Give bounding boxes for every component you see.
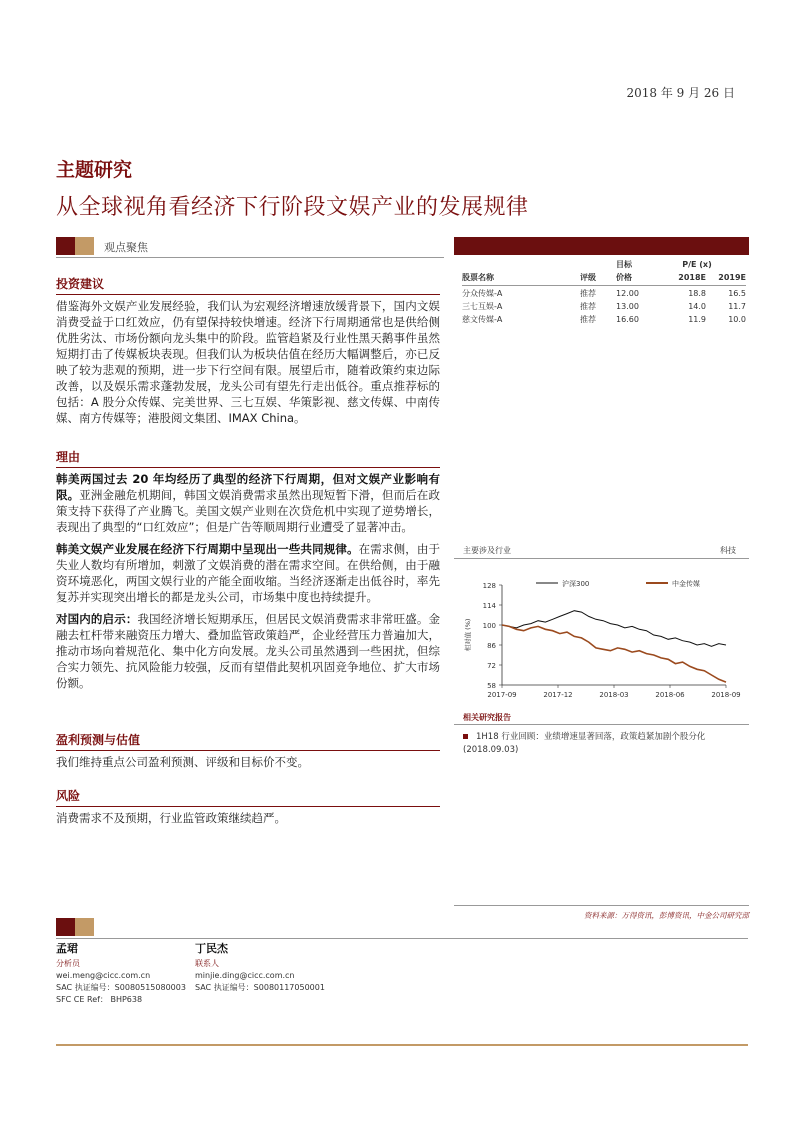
table-row: 三七互娱-A 推荐 13.00 14.0 11.7 bbox=[462, 302, 746, 311]
x-tick-label: 2017-09 bbox=[487, 691, 517, 699]
author-role: 联系人 bbox=[195, 959, 219, 968]
author-card bbox=[56, 943, 186, 1006]
reason-paragraph-2 bbox=[56, 541, 440, 605]
y-tick-label: 100 bbox=[482, 622, 496, 630]
section-marker bbox=[56, 237, 94, 255]
report-date: 2018 年 9 月 26 日 bbox=[626, 86, 735, 100]
x-tick-label: 2018-03 bbox=[599, 691, 629, 699]
author-name: 丁民杰 bbox=[195, 942, 228, 955]
stock-table bbox=[462, 258, 746, 326]
related-title: 相关研究报告 bbox=[463, 713, 511, 722]
reason-paragraph-3 bbox=[56, 611, 440, 691]
investment-text: 借鉴海外文娱产业发展经验，我们认为宏观经济增速放缓背景下，国内文娱消费受益于口红效应，仍有望保持较快增速。经济下行周期通常也是供给侧优胜劣汰、市场份额向龙头集中的阶段。监管趋紧及行业性黑天鹅事件虽然短期打击了传媒板块表现。但我们认为板块估值在经历大幅调整后，亦已反映了较为悲观的预期，进一步下行空间有限。展望后市，随着政策约束边际改善，以及娱乐需求蓬勃发展，龙头公司有望先行走出低谷。重点推荐标的包括：A 股分众传媒、完美世界、三七互娱、华策影视、慈文传媒、中南传媒、南方传媒等；港股阅文集团、IMAX China。 bbox=[56, 299, 440, 425]
divider bbox=[56, 938, 748, 939]
table-header-top bbox=[462, 258, 746, 271]
table-header bbox=[462, 271, 746, 284]
y-tick-label: 128 bbox=[482, 582, 496, 590]
reason-p2-lead: 韩美文娱产业发展在经济下行周期中呈现出一些共同规律。 bbox=[56, 542, 359, 556]
divider bbox=[454, 905, 749, 906]
y-axis-label: 相对值 (%) bbox=[464, 618, 472, 652]
x-tick-label: 2018-06 bbox=[655, 691, 685, 699]
author-sac: SAC 执证编号：S0080117050001 bbox=[195, 983, 325, 992]
chart-title: 主要涉及行业 bbox=[463, 546, 511, 555]
divider bbox=[56, 750, 440, 751]
series-line-0 bbox=[502, 611, 726, 647]
related-report-text: 1H18 行业回顾：业绩增速显著回落，政策趋紧加剧个股分化 (2018.09.03) bbox=[463, 732, 706, 755]
y-tick-label: 114 bbox=[482, 602, 496, 610]
y-tick-label: 58 bbox=[487, 682, 496, 690]
source-note: 资料来源：万得资讯，彭博资讯，中金公司研究部 bbox=[584, 911, 749, 920]
legend-label: 中金传媒 bbox=[672, 580, 700, 588]
header-target: 目标 bbox=[616, 260, 632, 269]
related-report-item[interactable] bbox=[463, 731, 747, 757]
reason-p3-body: 我国经济增长短期承压，但居民文娱消费需求非常旺盛。金融去杠杆带来融资压力增大、叠加监管政策趋严，企业经营压力普遍加大，推动市场向着规范化、集中化方向发展。龙头公司虽然遇到一些困扰，但综合实力领先、抗风险能力较强，反而有望借此契机巩固竞争地位、扩大市场份额。 bbox=[56, 612, 440, 690]
report-type: 主题研究 bbox=[56, 159, 133, 181]
x-tick-label: 2018-09 bbox=[711, 691, 741, 699]
section-investment bbox=[56, 276, 440, 426]
author-email[interactable]: minjie.ding@cicc.com.cn bbox=[195, 971, 295, 980]
reason-p1-lead: 韩美两国过去 20 年均经历了典型的经济下行周期，但对文娱产业影响有限。 bbox=[56, 472, 440, 502]
y-tick-label: 86 bbox=[487, 642, 496, 650]
divider bbox=[462, 285, 746, 286]
section-title-risk: 风险 bbox=[56, 789, 81, 803]
divider bbox=[56, 294, 440, 295]
line-chart bbox=[456, 565, 746, 705]
section-title-reason: 理由 bbox=[56, 450, 81, 464]
bullet-icon bbox=[463, 734, 468, 739]
author-sac: SAC 执证编号：S0080515080003 bbox=[56, 983, 186, 992]
header-rating: 评级 bbox=[580, 273, 596, 282]
header-price: 价格 bbox=[616, 273, 632, 282]
header-2018e: 2018E bbox=[678, 273, 706, 282]
table-row: 慈文传媒-A 推荐 16.60 11.9 10.0 bbox=[462, 315, 746, 324]
section-title-investment: 投资建议 bbox=[56, 277, 105, 291]
header-2019e: 2019E bbox=[718, 273, 746, 282]
legend-label: 沪深300 bbox=[562, 580, 590, 588]
author-email[interactable]: wei.meng@cicc.com.cn bbox=[56, 971, 151, 980]
author-sfc: SFC CE Ref： BHP638 bbox=[56, 995, 143, 1004]
forecast-text: 我们维持重点公司盈利预测、评级和目标价不变。 bbox=[56, 755, 309, 769]
divider bbox=[56, 467, 440, 468]
report-title: 从全球视角看经济下行阶段文娱产业的发展规律 bbox=[56, 195, 529, 220]
chart-sector: 科技 bbox=[720, 546, 736, 555]
x-tick-label: 2017-12 bbox=[543, 691, 573, 699]
section-risk bbox=[56, 788, 440, 826]
panel-header-bar bbox=[454, 237, 749, 255]
section-reason bbox=[56, 449, 440, 691]
y-tick-label: 72 bbox=[487, 662, 496, 670]
tag-label: 观点聚焦 bbox=[104, 241, 148, 254]
header-stock-name: 股票名称 bbox=[462, 273, 494, 282]
reason-p2-body: 在需求侧，由于失业人数均有所增加，刺激了文娱消费的潜在需求空间。在供给侧，由于融资环境恶化，两国文娱行业的产能全面收缩。当经济逐渐走出低谷时，率先复苏并实现突出增长的都是龙头公司，市场集中度也持续提升。 bbox=[56, 542, 440, 604]
divider bbox=[56, 257, 444, 258]
header-pe: P/E (x) bbox=[682, 260, 712, 269]
author-marker bbox=[56, 918, 94, 936]
author-role: 分析员 bbox=[56, 959, 80, 968]
footer-divider bbox=[56, 1044, 748, 1046]
divider bbox=[56, 806, 440, 807]
author-name: 孟珺 bbox=[56, 942, 78, 955]
table-row: 分众传媒-A 推荐 12.00 18.8 16.5 bbox=[462, 289, 746, 298]
section-title-forecast: 盈利预测与估值 bbox=[56, 733, 141, 747]
reason-p3-lead: 对国内的启示： bbox=[56, 612, 138, 626]
divider bbox=[454, 724, 749, 725]
risk-text: 消费需求不及预期，行业监管政策继续趋严。 bbox=[56, 811, 286, 825]
series-line-1 bbox=[502, 625, 726, 682]
author-card bbox=[195, 943, 325, 994]
divider bbox=[454, 558, 749, 559]
reason-paragraph-1 bbox=[56, 471, 440, 535]
section-forecast bbox=[56, 732, 440, 770]
reason-p1-body: 亚洲金融危机期间，韩国文娱消费需求虽然出现短暂下滑，但而后在政策支持下获得了产业腾飞。美国文娱产业则在次贷危机中实现了逆势增长，表现出了典型的“口红效应”；但是广告等顺周期行业遭受了显著冲击。 bbox=[56, 488, 440, 534]
